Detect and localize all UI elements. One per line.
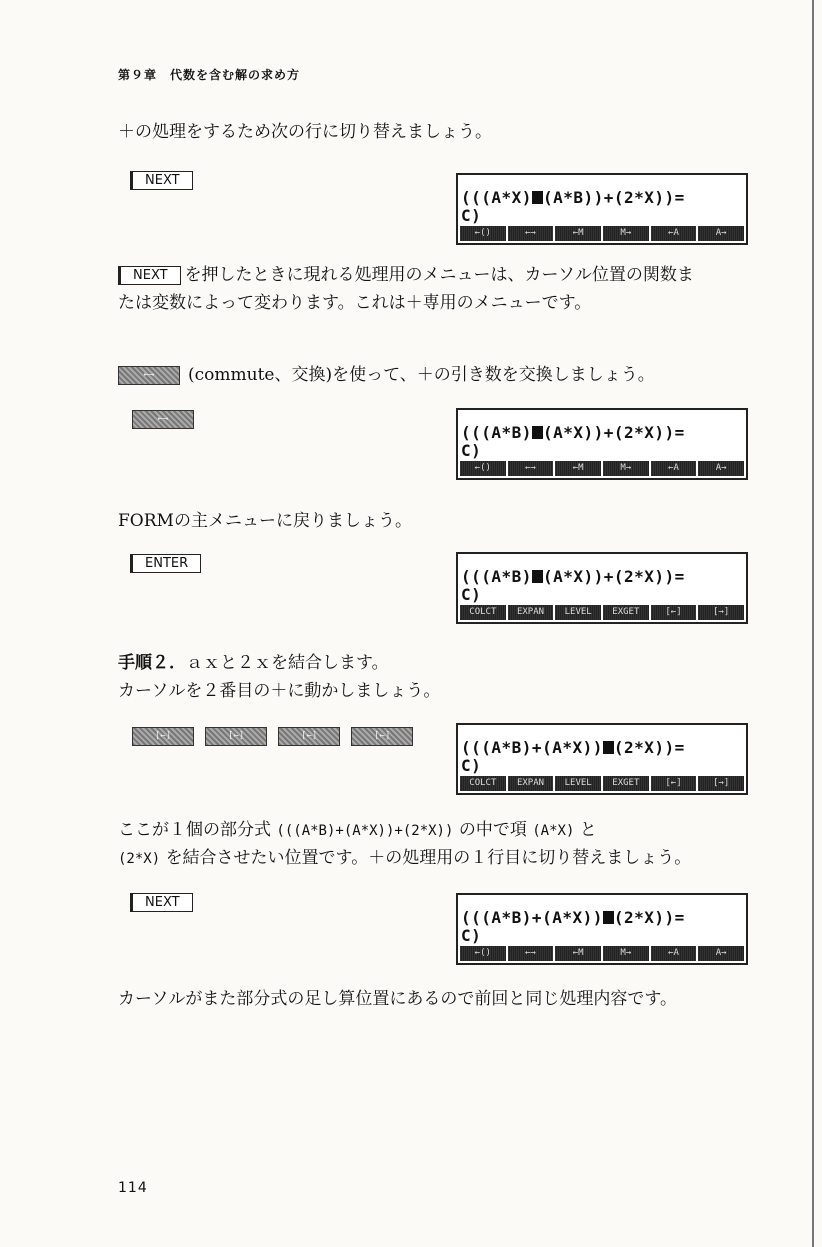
paragraph-6: カーソルを２番目の＋に動かしましょう。 — [118, 681, 441, 701]
screen-line-2: C) — [461, 206, 482, 225]
screen-menu — [460, 776, 744, 791]
paragraph-4: FORMの主メニューに戻りましょう。 — [118, 511, 412, 531]
next-key-2[interactable]: NEXT — [130, 893, 193, 912]
screen-line-1: (((A*X) (A*B))+(2*X))= — [461, 188, 685, 207]
menu-key[interactable]: ←A — [651, 226, 697, 241]
menu-key[interactable]: COLCT — [460, 605, 506, 620]
menu-key[interactable]: A→ — [698, 946, 744, 961]
paragraph-5: 手順２．ａｘと２ｘを結合します。 — [118, 653, 389, 673]
screen-line-2: C) — [461, 926, 482, 945]
commute-key-row — [132, 409, 200, 429]
screen-menu — [460, 226, 744, 241]
next-key-inline: NEXT — [118, 266, 181, 285]
cursor-move-keys — [132, 726, 419, 746]
paragraph-2-line-2: たは変数によって変わります。これは＋専用のメニューです。 — [118, 293, 592, 313]
screen-line-2: C) — [461, 441, 482, 460]
calc-screen-2 — [456, 408, 748, 480]
move-left-softkey[interactable]: [←] — [351, 727, 413, 746]
menu-key[interactable]: ←→ — [508, 461, 554, 476]
calc-screen-4 — [456, 723, 748, 795]
cursor-block — [532, 426, 543, 439]
menu-key[interactable]: EXPAN — [508, 605, 554, 620]
menu-key[interactable]: LEVEL — [555, 776, 601, 791]
step-label: 手順２． — [118, 653, 186, 673]
commute-softkey[interactable]: ←→ — [132, 410, 194, 429]
menu-key[interactable]: M→ — [603, 461, 649, 476]
screen-menu — [460, 946, 744, 961]
paragraph-2-line-1: NEXT を押したときに現れる処理用のメニューは、カーソル位置の関数ま — [118, 261, 694, 289]
menu-key[interactable]: COLCT — [460, 776, 506, 791]
screen-line-1: (((A*B) (A*X))+(2*X))= — [461, 423, 685, 442]
cursor-block — [603, 741, 614, 754]
menu-key[interactable]: ←() — [460, 946, 506, 961]
menu-key[interactable]: ←M — [555, 946, 601, 961]
paragraph-8: カーソルがまた部分式の足し算位置にあるので前回と同じ処理内容です。 — [118, 989, 677, 1009]
commute-softkey-inline: ←→ — [118, 366, 180, 385]
paragraph-7-line-1: ここが１個の部分式 (((A*B)+(A*X))+(2*X)) の中で項 (A*X) と — [118, 820, 597, 840]
menu-key[interactable]: ←A — [651, 461, 697, 476]
screen-line-2: C) — [461, 756, 482, 775]
menu-key[interactable]: ←() — [460, 461, 506, 476]
move-left-softkey[interactable]: [←] — [132, 727, 194, 746]
screen-menu — [460, 605, 744, 620]
menu-key[interactable]: [→] — [698, 776, 744, 791]
move-left-softkey[interactable]: [←] — [278, 727, 340, 746]
cursor-block — [532, 570, 543, 583]
menu-key[interactable]: EXPAN — [508, 776, 554, 791]
screen-line-1: (((A*B) (A*X))+(2*X))= — [461, 567, 685, 586]
enter-key[interactable]: ENTER — [130, 554, 201, 573]
menu-key[interactable]: ←→ — [508, 226, 554, 241]
paragraph-3: ←→ (commute、交換)を使って、＋の引き数を交換しましょう。 — [118, 361, 655, 389]
cursor-block — [532, 191, 543, 204]
chapter-header: 第９章 代数を含む解の求め方 — [118, 68, 301, 82]
menu-key[interactable]: ←A — [651, 946, 697, 961]
calc-screen-5 — [456, 893, 748, 965]
screen-line-2: C) — [461, 585, 482, 604]
page-number: 114 — [118, 1180, 148, 1196]
menu-key[interactable]: ←M — [555, 226, 601, 241]
menu-key[interactable]: EXGET — [603, 776, 649, 791]
screen-line-1: (((A*B)+(A*X)) (2*X))= — [461, 738, 685, 757]
paragraph-1: ＋の処理をするため次の行に切り替えましょう。 — [118, 122, 492, 142]
menu-key[interactable]: ←→ — [508, 946, 554, 961]
menu-key[interactable]: ←() — [460, 226, 506, 241]
menu-key[interactable]: M→ — [603, 226, 649, 241]
calc-screen-3 — [456, 552, 748, 624]
next-key[interactable]: NEXT — [130, 171, 193, 190]
screen-menu — [460, 461, 744, 476]
menu-key[interactable]: A→ — [698, 226, 744, 241]
menu-key[interactable]: LEVEL — [555, 605, 601, 620]
menu-key[interactable]: [→] — [698, 605, 744, 620]
menu-key[interactable]: EXGET — [603, 605, 649, 620]
screen-line-1: (((A*B)+(A*X)) (2*X))= — [461, 908, 685, 927]
menu-key[interactable]: [←] — [651, 605, 697, 620]
cursor-block — [603, 911, 614, 924]
menu-key[interactable]: ←M — [555, 461, 601, 476]
move-left-softkey[interactable]: [←] — [205, 727, 267, 746]
page-edge-rule — [812, 0, 814, 1247]
calc-screen-1 — [456, 173, 748, 245]
paragraph-7-line-2: (2*X) を結合させたい位置です。＋の処理用の１行目に切り替えましょう。 — [118, 848, 692, 868]
menu-key[interactable]: M→ — [603, 946, 649, 961]
menu-key[interactable]: [←] — [651, 776, 697, 791]
menu-key[interactable]: A→ — [698, 461, 744, 476]
